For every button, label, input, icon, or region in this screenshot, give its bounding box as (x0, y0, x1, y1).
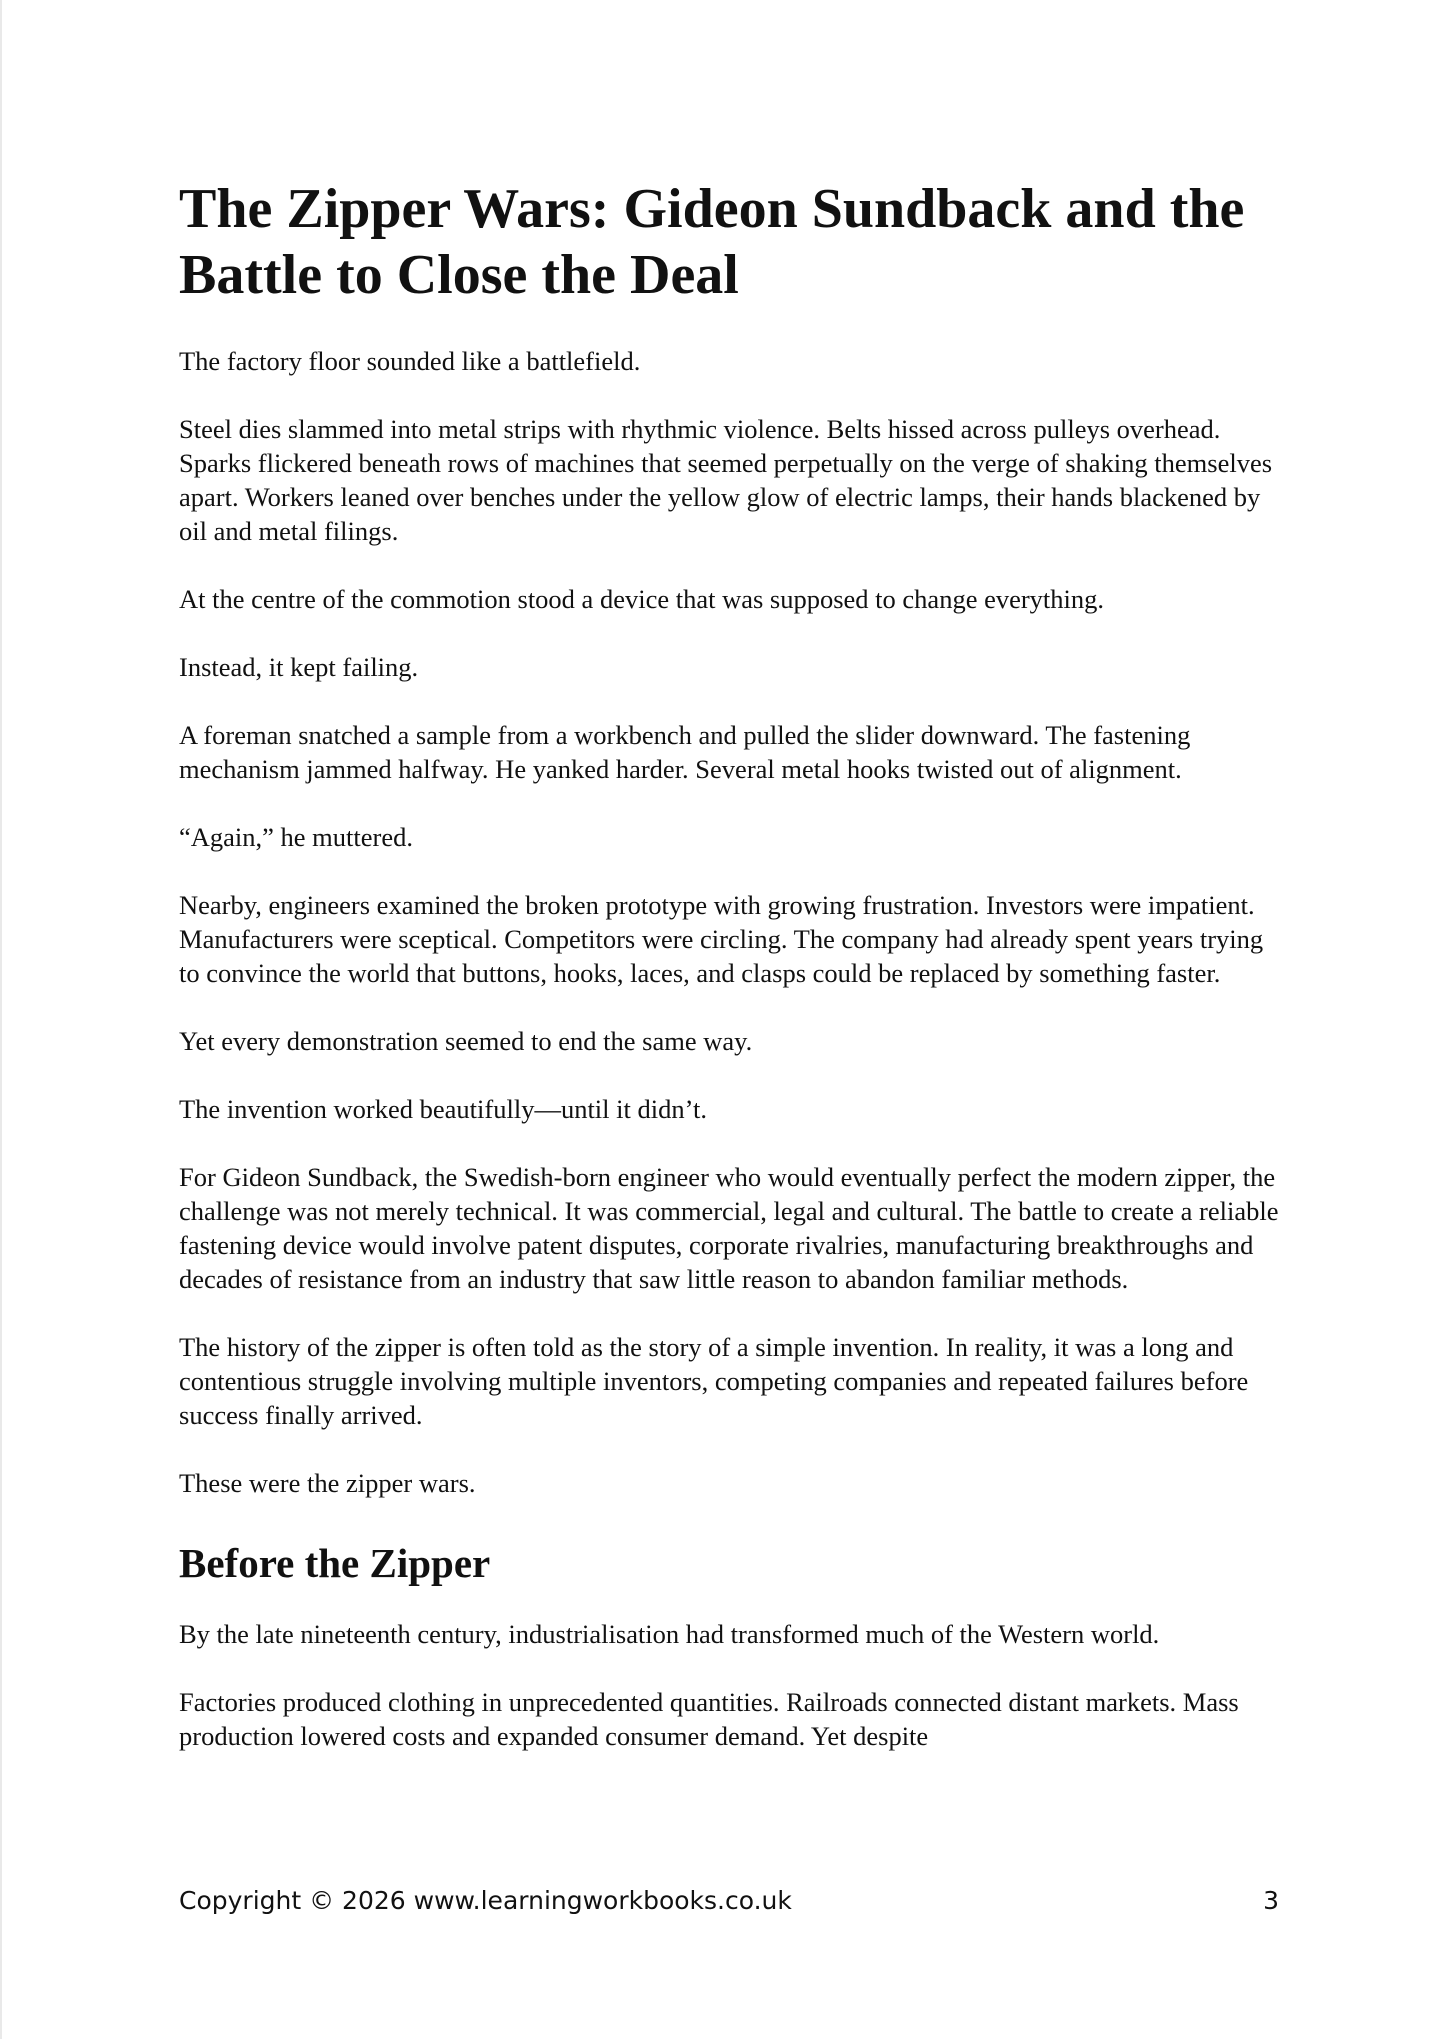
page-number: 3 (1263, 1886, 1279, 1915)
section-heading: Before the Zipper (179, 1540, 491, 1586)
paragraph: By the late nineteenth century, industrialisation had transformed much of the Western world. (179, 1619, 1160, 1649)
paragraph: At the centre of the commotion stood a device that was supposed to change everything. (179, 584, 1105, 614)
paragraph: These were the zipper wars. (179, 1468, 476, 1498)
paragraph: Yet every demonstration seemed to end the same way. (179, 1026, 753, 1056)
paragraph: A foreman snatched a sample from a workbench and pulled the slider downward. The fastening mechanism jammed halfway. He yanked harder. Several metal hooks twisted out of alignment. (179, 720, 1191, 784)
copyright-notice: Copyright © 2026 www.learningworkbooks.co.uk (179, 1886, 792, 1915)
paragraph: For Gideon Sundback, the Swedish-born engineer who would eventually perfect the modern zipper, the challenge was not merely technical. It was commercial, legal and cultural. The battle to create a reliable fastening device would involve patent disputes, corporate rivalries, manufacturing breakthroughs and decades of resistance from an industry that saw little reason to abandon familiar methods. (179, 1162, 1279, 1294)
paragraph: The invention worked beautifully—until it didn’t. (179, 1094, 707, 1124)
paragraph: Steel dies slammed into metal strips with rhythmic violence. Belts hissed across pulleys overhead. Sparks flickered beneath rows of machines that seemed perpetually on the verge of shaking themselves apart. Workers leaned over benches under the yellow glow of electric lamps, their hands blackened by oil and metal filings. (179, 414, 1273, 546)
paragraph: Factories produced clothing in unprecedented quantities. Railroads connected distant markets. Mass production lowered costs and expanded consumer demand. Yet despite (179, 1687, 1239, 1751)
page-content (179, 176, 1284, 1787)
article-title: The Zipper Wars: Gideon Sundback and the Battle to Close the Deal (179, 178, 1245, 306)
paragraph: Nearby, engineers examined the broken prototype with growing frustration. Investors were impatient. Manufacturers were sceptical. Competitors were circling. The company had already spent years trying to convince the world that buttons, hooks, laces, and clasps could be replaced by something faster. (179, 890, 1264, 988)
paragraph: The history of the zipper is often told as the story of a simple invention. In reality, it was a long and contentious struggle involving multiple inventors, competing companies and repeated failures before success finally arrived. (179, 1332, 1249, 1430)
paragraph: The factory floor sounded like a battlefield. (179, 346, 641, 376)
paragraph: Instead, it kept failing. (179, 652, 419, 682)
paragraph: “Again,” he muttered. (179, 822, 413, 852)
